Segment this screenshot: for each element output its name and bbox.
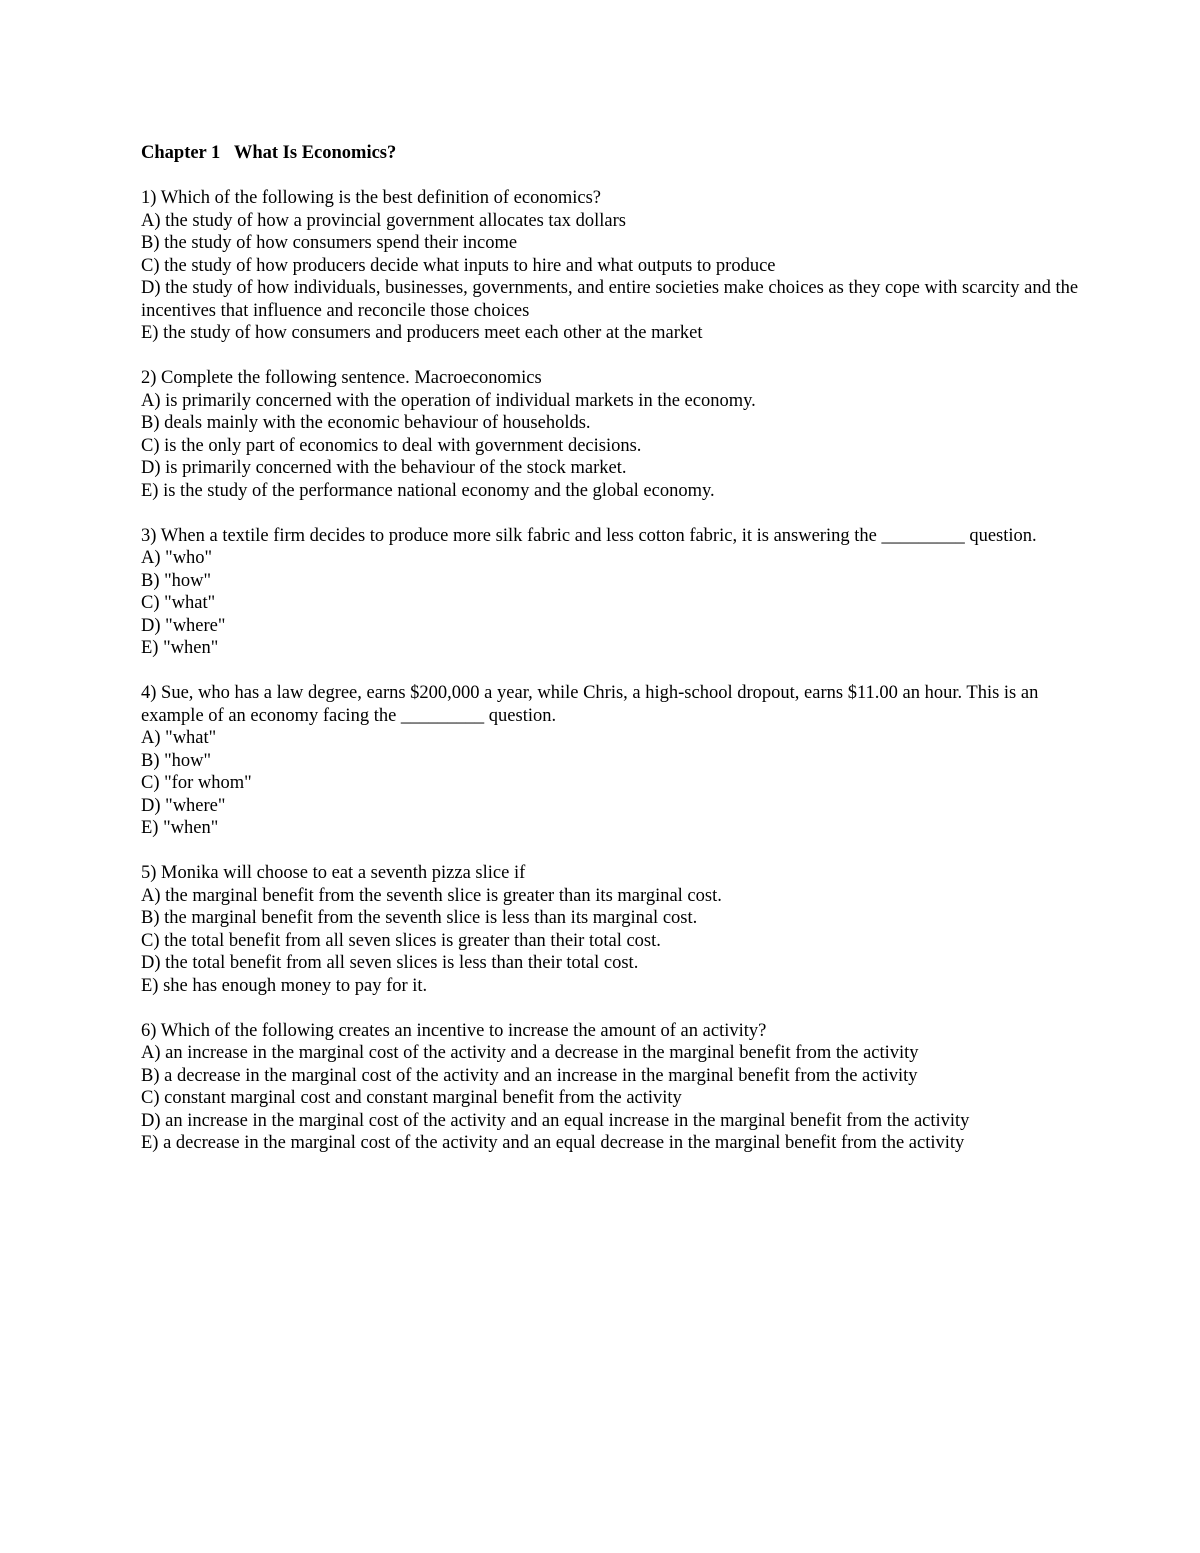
answer-option-e: E) a decrease in the marginal cost of the activity and an equal decrease in the marginal benefit from the activity bbox=[141, 1133, 965, 1153]
answer-option-e: E) she has enough money to pay for it. bbox=[141, 975, 428, 996]
answer-option-d: D) an increase in the marginal cost of the activity and an equal increase in the marginal benefit from the activity bbox=[141, 1110, 970, 1131]
question-2 bbox=[141, 367, 1081, 502]
question-stem: 6) Which of the following creates an incentive to increase the amount of an activity? bbox=[141, 1020, 767, 1041]
answer-option-d: D) the total benefit from all seven slices is less than their total cost. bbox=[141, 953, 639, 973]
answer-option-a: A) "who" bbox=[141, 548, 213, 568]
document-page bbox=[141, 142, 1081, 1177]
question-stem: 4) Sue, who has a law degree, earns $200,000 a year, while Chris, a high-school dropout, earns $11.00 an hour. This is an example of an economy facing the _________ question. bbox=[141, 683, 1039, 726]
question-3 bbox=[141, 525, 1081, 660]
question-stem: 5) Monika will choose to eat a seventh pizza slice if bbox=[141, 863, 526, 883]
question-1 bbox=[141, 187, 1081, 345]
question-6 bbox=[141, 1020, 1081, 1155]
question-stem: 2) Complete the following sentence. Macroeconomics bbox=[141, 368, 542, 388]
question-5 bbox=[141, 862, 1081, 997]
answer-option-a: A) is primarily concerned with the operation of individual markets in the economy. bbox=[141, 390, 756, 411]
answer-option-b: B) "how" bbox=[141, 570, 212, 591]
answer-option-c: C) is the only part of economics to deal with government decisions. bbox=[141, 435, 642, 456]
answer-option-c: C) constant marginal cost and constant marginal benefit from the activity bbox=[141, 1088, 682, 1108]
answer-option-e: E) is the study of the performance national economy and the global economy. bbox=[141, 480, 715, 501]
chapter-title: Chapter 1 What Is Economics? bbox=[141, 143, 397, 163]
answer-option-e: E) the study of how consumers and producers meet each other at the market bbox=[141, 323, 703, 343]
answer-option-b: B) deals mainly with the economic behaviour of households. bbox=[141, 413, 591, 433]
question-stem: 3) When a textile firm decides to produce more silk fabric and less cotton fabric, it is answering the _________ question. bbox=[141, 525, 1037, 546]
answer-option-a: A) the marginal benefit from the seventh slice is greater than its marginal cost. bbox=[141, 885, 722, 906]
answer-option-d: D) is primarily concerned with the behaviour of the stock market. bbox=[141, 458, 627, 478]
answer-option-c: C) "for whom" bbox=[141, 773, 252, 793]
answer-option-c: C) the study of how producers decide what inputs to hire and what outputs to produce bbox=[141, 255, 776, 276]
answer-option-e: E) "when" bbox=[141, 638, 219, 658]
answer-option-b: B) the study of how consumers spend their income bbox=[141, 233, 518, 253]
answer-option-c: C) "what" bbox=[141, 593, 216, 613]
answer-option-d: D) the study of how individuals, businesses, governments, and entire societies make choices as they cope with scarcity and the incentives that influence and reconcile those choices bbox=[141, 278, 1079, 321]
question-stem: 1) Which of the following is the best definition of economics? bbox=[141, 188, 601, 208]
answer-option-e: E) "when" bbox=[141, 818, 219, 838]
answer-option-b: B) the marginal benefit from the seventh slice is less than its marginal cost. bbox=[141, 908, 698, 928]
question-4 bbox=[141, 682, 1081, 840]
answer-option-c: C) the total benefit from all seven slices is greater than their total cost. bbox=[141, 930, 661, 951]
answer-option-a: A) an increase in the marginal cost of the activity and a decrease in the marginal benefit from the activity bbox=[141, 1043, 919, 1063]
answer-option-d: D) "where" bbox=[141, 615, 226, 636]
answer-option-a: A) "what" bbox=[141, 728, 217, 748]
answer-option-a: A) the study of how a provincial government allocates tax dollars bbox=[141, 210, 626, 231]
answer-option-b: B) a decrease in the marginal cost of the activity and an increase in the marginal benefit from the activity bbox=[141, 1065, 918, 1086]
answer-option-d: D) "where" bbox=[141, 795, 226, 816]
answer-option-b: B) "how" bbox=[141, 750, 212, 771]
